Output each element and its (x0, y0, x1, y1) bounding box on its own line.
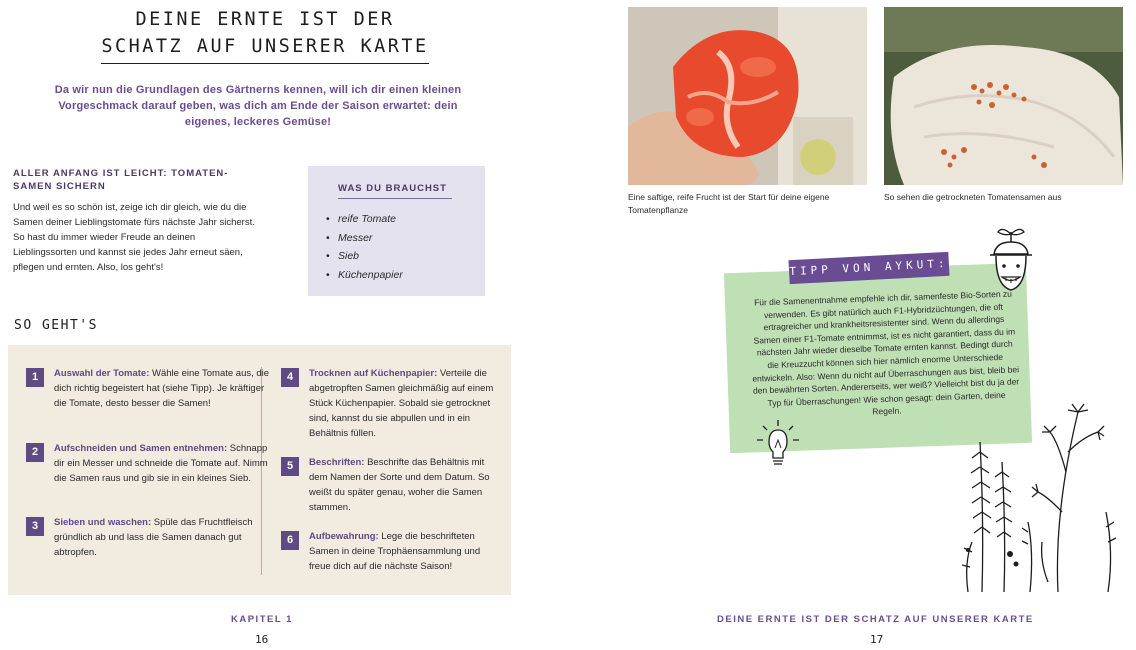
section-heading: ALLER ANFANG IST LEICHT: TOMATEN-SAMEN SICHERN (13, 168, 229, 192)
needs-item: • Sieb (326, 247, 403, 266)
step-5 (286, 455, 499, 515)
step-1 (31, 366, 274, 411)
step-number: 4 (281, 368, 299, 387)
steps-box (8, 345, 511, 595)
step-2 (31, 441, 274, 486)
photo-caption-2: So sehen die getrockneten Tomatensamen aus (884, 192, 1062, 202)
footer-title: DEINE ERNTE IST DER SCHATZ AUF UNSERER KARTE (717, 614, 1034, 625)
step-number: 6 (281, 531, 299, 550)
needs-item: • Messer (326, 229, 403, 248)
tip-text: Für die Samenentnahme empfehle ich dir, samenfeste Bio-Sorten zu verwenden. Es gibt natürlich auch F1-Hybridzüchtungen, die oft ertragreicher und krankheitsresistenter sind. Wenn du allerdings Samen einer F1-Tomate entnimmst, ist es nicht garantiert, dass du im nächsten Jahr wieder dieselbe Tomate ernten kannst. Bedingt durch die Kreuzzucht können sich hier nämlich enorme Unterschiede entwickeln. Also: Wenn du nicht auf Überraschungen aus bist, bleib bei den bewährten Sorten. Andererseits, wer weiß? Vielleicht bist du ja der Typ für Überraschungen! Wie schon gesagt: dein Garten, deine Regeln. (752, 288, 1020, 417)
needs-list (326, 210, 403, 284)
page-title (100, 6, 430, 64)
step-label: Trocknen auf Küchenpapier: (309, 368, 438, 379)
step-label: Sieben und waschen: (54, 517, 152, 528)
lightbulb-icon (755, 418, 801, 470)
step-text: Verteile die abgetropften Samen gleichmäßig auf einem Stück Küchenpapier. Sobald sie getrocknet sind, kannst du sie abpullen und in ein Behältnis füllen. (309, 368, 494, 439)
step-number: 3 (26, 517, 44, 536)
tomato-half-photo (628, 7, 867, 185)
needs-title: WAS DU BRAUCHST (338, 183, 452, 199)
wildflowers-illustration (958, 392, 1126, 596)
aykut-face-icon (988, 224, 1034, 298)
step-6 (286, 529, 499, 574)
step-label: Aufbewahrung: (309, 531, 379, 542)
needs-box (308, 166, 485, 296)
page-number-left: 16 (255, 633, 269, 646)
page-number-right: 17 (870, 633, 884, 646)
step-text: Beschrifte das Behältnis mit dem Namen der Sorte und dem Datum. So weißt du später genau, woher die Samen stammen. (309, 457, 490, 513)
step-text: Spüle das Fruchtfleisch gründlich ab und lass die Samen danach gut abtropfen. (54, 517, 253, 558)
step-text: Lege die beschrifteten Samen in deine Trophäensammlung und freue dich auf die nächste Saison! (309, 531, 481, 572)
needs-item: • reife Tomate (326, 210, 403, 229)
step-number: 2 (26, 443, 44, 462)
step-label: Beschriften: (309, 457, 365, 468)
howto-heading: SO GEHT'S (14, 318, 98, 333)
tip-badge: TIPP VON AYKUT: (788, 252, 949, 284)
step-text: Wähle eine Tomate aus, die dich richtig begeistert hat (siehe Tipp). Je kräftiger die Tomate, desto besser die Samen! (54, 368, 270, 409)
needs-item: • Küchenpapier (326, 266, 403, 285)
dried-seeds-photo (884, 7, 1123, 185)
step-3 (31, 515, 274, 560)
step-label: Auswahl der Tomate: (54, 368, 150, 379)
intro-text: Da wir nun die Grundlagen des Gärtnerns kennen, will ich dir einen kleinen Vorgeschmack darauf geben, was dich am Ende der Saison erwartet: dein eigenes, leckeres Gemüse! (54, 84, 462, 128)
section-body: Und weil es so schön ist, zeige ich dir gleich, wie du die Samen deiner Lieblingstomate fürs nächste Jahr sicherst. So hast du immer wieder Freude an deinen Lieblingssorten und kannst sie jedes Jahr erneut säen, pflegen und ernten. Also, los geht's! (13, 202, 255, 273)
step-label: Aufschneiden und Samen entnehmen: (54, 443, 228, 454)
title-line-1: DEINE ERNTE IST DER (135, 9, 395, 30)
title-line-2: SCHATZ AUF UNSERER KARTE (101, 33, 428, 64)
photo-caption-1: Eine saftige, reife Frucht ist der Start für deine eigene Tomatenpflanze (628, 192, 830, 215)
step-number: 5 (281, 457, 299, 476)
step-number: 1 (26, 368, 44, 387)
step-text: Schnapp dir ein Messer und schneide die Tomate auf. Nimm die Samen raus und gib sie in ein kleines Sieb. (54, 443, 268, 484)
step-4 (286, 366, 499, 441)
footer-chapter: KAPITEL 1 (231, 614, 293, 625)
